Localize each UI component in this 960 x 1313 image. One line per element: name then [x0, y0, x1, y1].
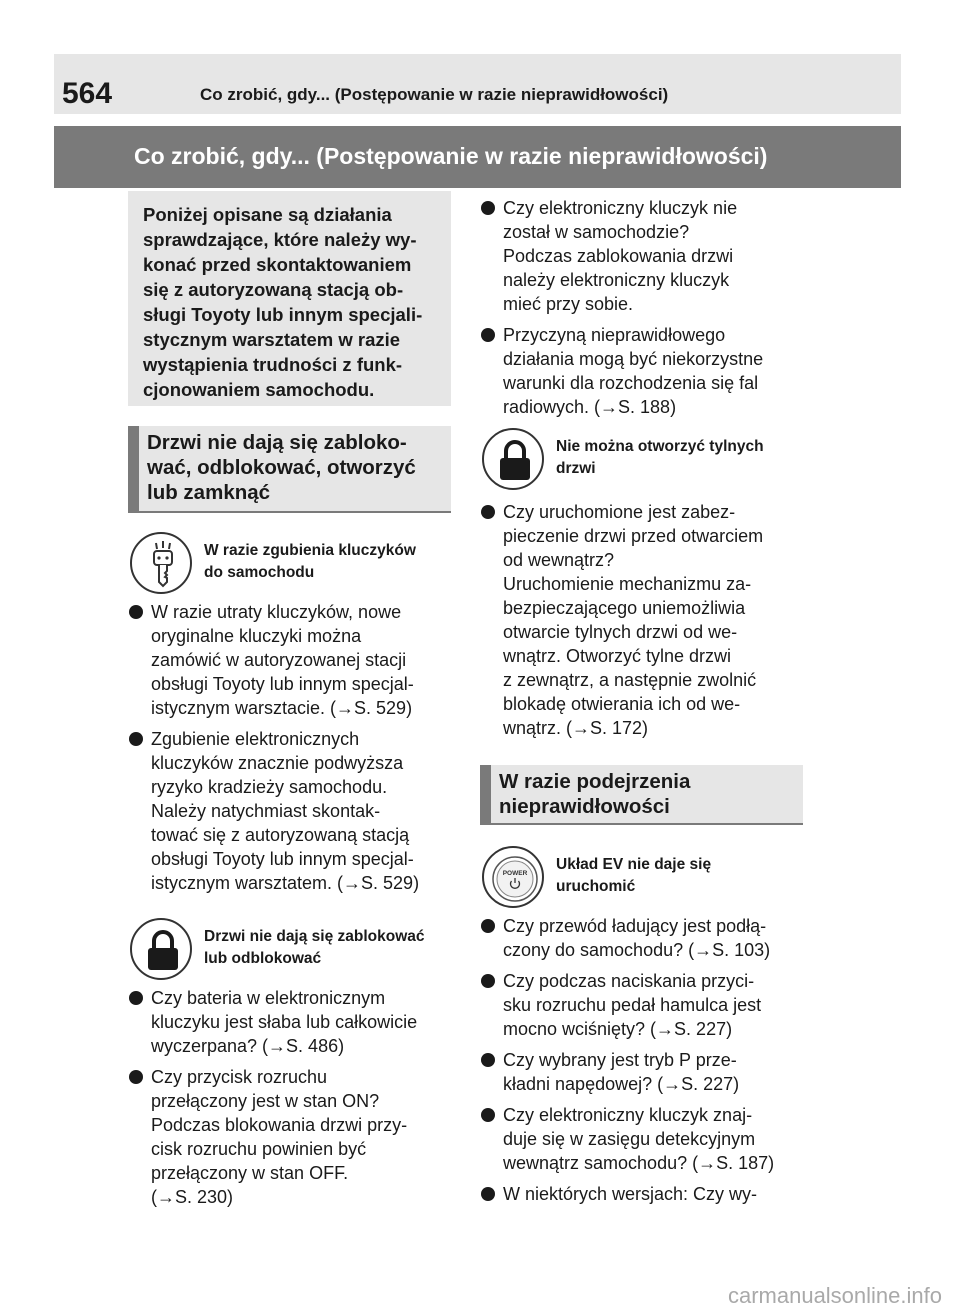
section-title: Co zrobić, gdy... (Postępowanie w razie nieprawidłowości)	[134, 143, 768, 169]
bullet-icon	[129, 991, 143, 1005]
lock-unlock-label: Drzwi nie dają się zablokować lub odblokować	[204, 928, 425, 967]
watermark: carmanualsonline.info	[727, 1283, 942, 1308]
padlock-icon	[482, 428, 544, 490]
bullet-icon	[481, 974, 495, 988]
intro-text: Poniżej opisane są działania sprawdzające, które należy wy- konać przed skontaktowaniem się z autoryzowaną stacją ob- sługi Toyoty lub innym specjali- stycznym warsztatem w razie wystąpienia trudności z funk- cjonowaniem samochodu.	[143, 204, 423, 400]
bullet-icon	[481, 1187, 495, 1201]
page-number: 564	[62, 77, 113, 110]
heading-doors	[128, 426, 451, 513]
bullet-icon	[129, 732, 143, 746]
heading-suspect	[480, 765, 803, 825]
padlock-icon	[130, 918, 192, 980]
heading-suspect-text: W razie podejrzenia nieprawidłowości	[499, 770, 691, 818]
ev-system-label: Układ EV nie daje się uruchomić	[556, 856, 712, 895]
intro-box	[128, 191, 451, 406]
bullet-icon	[481, 201, 495, 215]
rear-doors-label: Nie można otworzyć tylnych drzwi	[556, 438, 764, 477]
bullet-icon	[481, 919, 495, 933]
section-title-bar	[54, 126, 901, 188]
running-title: Co zrobić, gdy... (Postępowanie w razie nieprawidłowości)	[200, 85, 669, 104]
key-icon	[130, 532, 192, 594]
bullet-icon	[129, 605, 143, 619]
bullet-icon	[481, 328, 495, 342]
bullet-icon	[481, 1053, 495, 1067]
lost-keys-label: W razie zgubienia kluczyków do samochodu	[204, 542, 416, 581]
bullet-icon	[129, 1070, 143, 1084]
bullet-icon	[481, 1108, 495, 1122]
bullet-icon	[481, 505, 495, 519]
heading-doors-text: Drzwi nie dają się zabloko- wać, odblokować, otworzyć lub zamknąć	[147, 431, 416, 504]
power-button-icon	[482, 846, 544, 908]
power-button-text: POWER	[502, 870, 528, 877]
